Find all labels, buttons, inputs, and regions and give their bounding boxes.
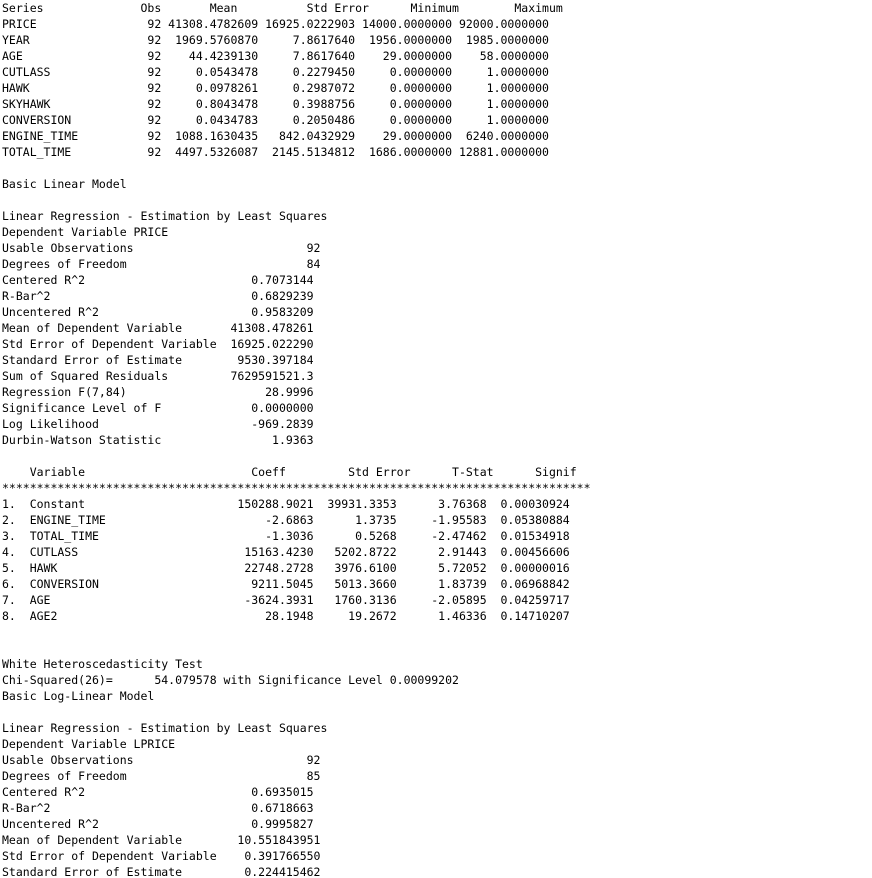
- output-line: PRICE 92 41308.4782609 16925.0222903 14000.0000000 92000.0000000: [2, 17, 549, 31]
- output-line: Dependent Variable LPRICE: [2, 737, 176, 751]
- output-line: Uncentered R^2 0.9583209: [2, 305, 314, 319]
- output-line: *************************************************************************************: [2, 481, 591, 495]
- output-line: 7. AGE -3624.3931 1760.3136 -2.05895 0.04259717: [2, 593, 570, 607]
- output-line: Standard Error of Estimate 0.224415462: [2, 865, 321, 878]
- output-line: 1. Constant 150288.9021 39931.3353 3.76368 0.00030924: [2, 497, 570, 511]
- output-line: Significance Level of F 0.0000000: [2, 401, 314, 415]
- output-line: 8. AGE2 28.1948 19.2672 1.46336 0.14710207: [2, 609, 570, 623]
- output-line: Basic Linear Model: [2, 177, 127, 191]
- output-line: Chi-Squared(26)= 54.079578 with Significance Level 0.00099202: [2, 673, 459, 687]
- output-line: Sum of Squared Residuals 7629591521.3: [2, 369, 314, 383]
- output-line: Mean of Dependent Variable 41308.478261: [2, 321, 314, 335]
- output-line: Log Likelihood -969.2839: [2, 417, 314, 431]
- output-line: 2. ENGINE_TIME -2.6863 1.3735 -1.95583 0.05380884: [2, 513, 570, 527]
- output-line: CUTLASS 92 0.0543478 0.2279450 0.0000000 1.0000000: [2, 65, 549, 79]
- output-line: Std Error of Dependent Variable 0.391766550: [2, 849, 321, 863]
- output-line: Standard Error of Estimate 9530.397184: [2, 353, 314, 367]
- output-line: Basic Log-Linear Model: [2, 689, 155, 703]
- output-line: Linear Regression - Estimation by Least Squares: [2, 721, 328, 735]
- output-line: AGE 92 44.4239130 7.8617640 29.0000000 58.0000000: [2, 49, 549, 63]
- output-line: 6. CONVERSION 9211.5045 5013.3660 1.83739 0.06968842: [2, 577, 570, 591]
- output-line: Usable Observations 92: [2, 753, 321, 767]
- output-line: R-Bar^2 0.6718663: [2, 801, 314, 815]
- output-line: [2, 160, 872, 176]
- output-line: Degrees of Freedom 84: [2, 257, 321, 271]
- output-line: HAWK 92 0.0978261 0.2987072 0.0000000 1.0000000: [2, 81, 549, 95]
- output-line: Usable Observations 92: [2, 241, 321, 255]
- output-line: Mean of Dependent Variable 10.551843951: [2, 833, 321, 847]
- output-line: Dependent Variable PRICE: [2, 225, 169, 239]
- output-line: Centered R^2 0.7073144: [2, 273, 314, 287]
- output-line: [2, 192, 872, 208]
- output-line: Regression F(7,84) 28.9996: [2, 385, 314, 399]
- output-line: 3. TOTAL_TIME -1.3036 0.5268 -2.47462 0.01534918: [2, 529, 570, 543]
- output-line: White Heteroscedasticity Test: [2, 657, 203, 671]
- output-line: Linear Regression - Estimation by Least Squares: [2, 209, 328, 223]
- output-line: 5. HAWK 22748.2728 3976.6100 5.72052 0.00000016: [2, 561, 570, 575]
- output-line: Centered R^2 0.6935015: [2, 785, 314, 799]
- output-line: [2, 704, 872, 720]
- output-line: Durbin-Watson Statistic 1.9363: [2, 433, 314, 447]
- output-line: Degrees of Freedom 85: [2, 769, 321, 783]
- output-line: Series Obs Mean Std Error Minimum Maximum: [2, 1, 563, 15]
- output-line: CONVERSION 92 0.0434783 0.2050486 0.0000000 1.0000000: [2, 113, 549, 127]
- output-line: [2, 624, 872, 640]
- output-line: [2, 640, 872, 656]
- output-line: SKYHAWK 92 0.8043478 0.3988756 0.0000000 1.0000000: [2, 97, 549, 111]
- output-line: ENGINE_TIME 92 1088.1630435 842.0432929 29.0000000 6240.0000000: [2, 129, 549, 143]
- output-line: R-Bar^2 0.6829239: [2, 289, 314, 303]
- output-line: 4. CUTLASS 15163.4230 5202.8722 2.91443 0.00456606: [2, 545, 570, 559]
- output-line: Variable Coeff Std Error T-Stat Signif: [2, 465, 577, 479]
- output-line: [2, 448, 872, 464]
- output-line: Std Error of Dependent Variable 16925.022290: [2, 337, 314, 351]
- output-line: YEAR 92 1969.5760870 7.8617640 1956.0000000 1985.0000000: [2, 33, 549, 47]
- output-line: TOTAL_TIME 92 4497.5326087 2145.5134812 1686.0000000 12881.0000000: [2, 145, 549, 159]
- output-line: Uncentered R^2 0.9995827: [2, 817, 314, 831]
